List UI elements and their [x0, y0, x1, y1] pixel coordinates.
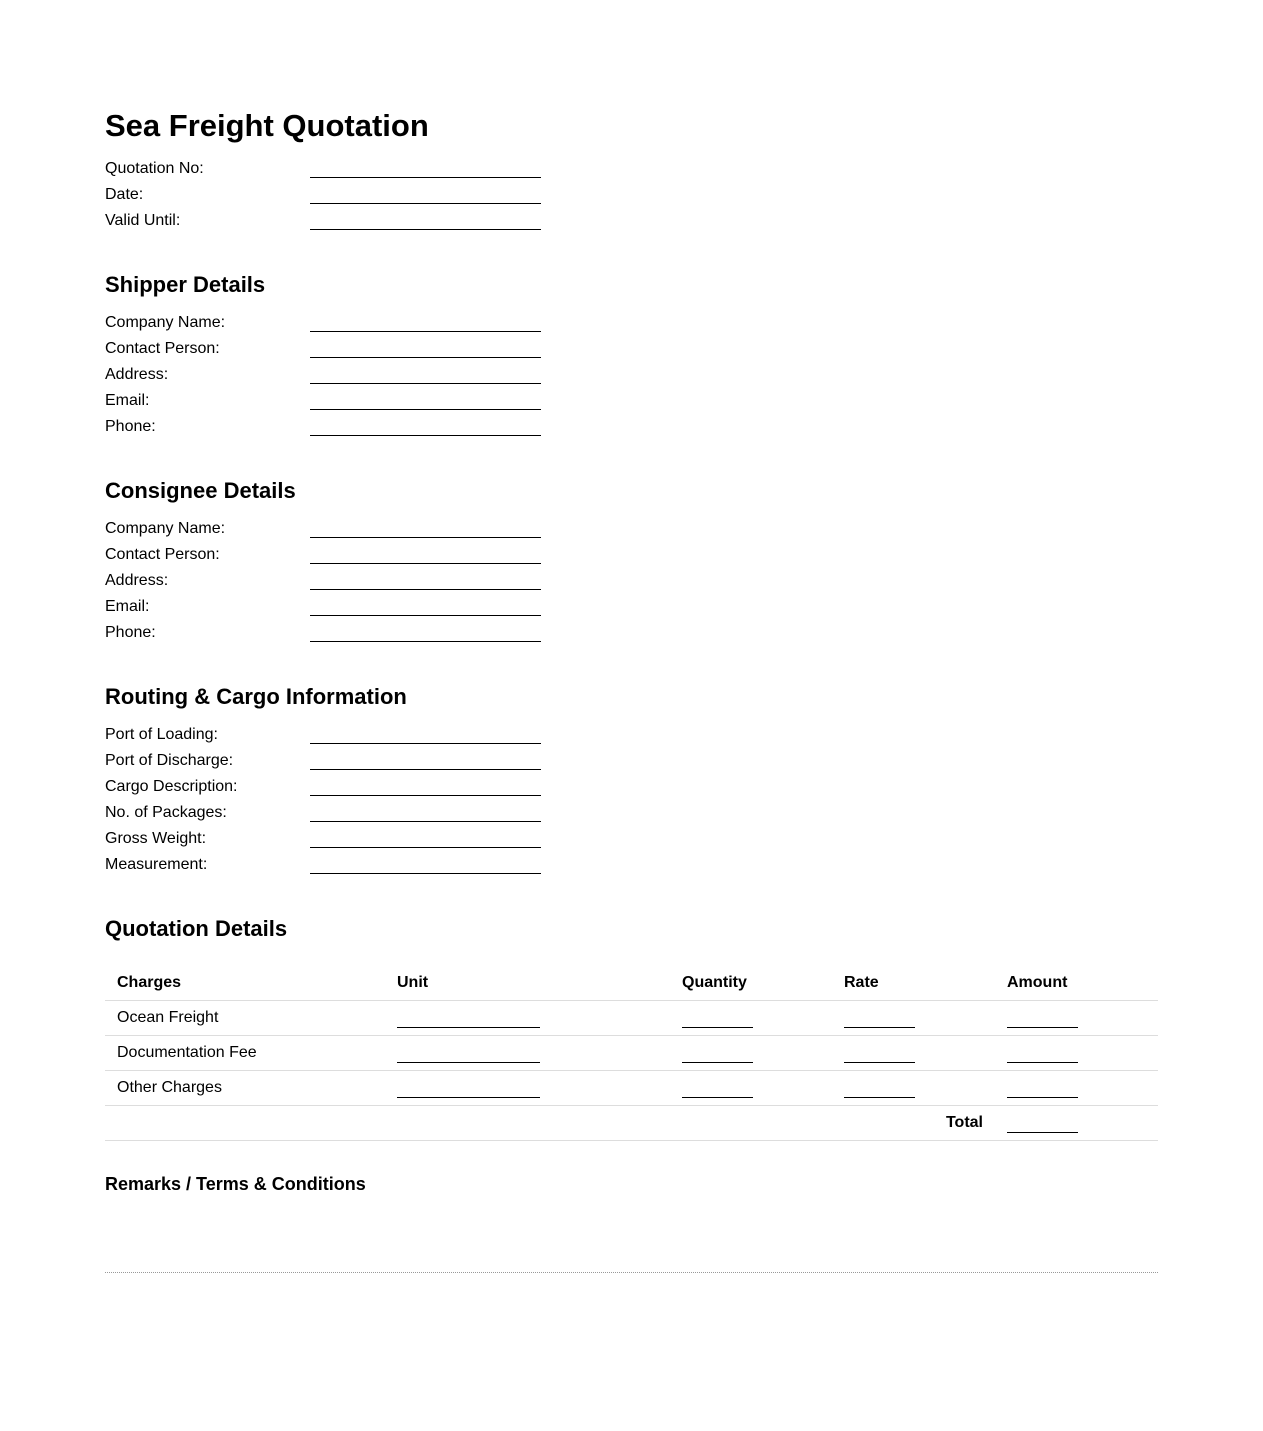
consignee-fields — [105, 516, 1158, 646]
rate-blank[interactable] — [844, 1080, 915, 1098]
blank-line[interactable] — [310, 516, 541, 538]
blank-line[interactable] — [310, 826, 541, 848]
blank-line[interactable] — [310, 800, 541, 822]
field-label: Cargo Description: — [105, 778, 238, 795]
field-row — [105, 620, 1158, 646]
field-label: Phone: — [105, 624, 156, 641]
section-heading-consignee: Consignee Details — [105, 478, 296, 503]
column-header: Amount — [1007, 966, 1158, 1001]
field-row — [105, 800, 1158, 826]
field-label: Port of Loading: — [105, 726, 218, 743]
routing-fields — [105, 722, 1158, 878]
quantity-blank[interactable] — [682, 1010, 753, 1028]
field-label: No. of Packages: — [105, 804, 227, 821]
field-label: Port of Discharge: — [105, 752, 234, 769]
field-row — [105, 516, 1158, 542]
blank-line[interactable] — [310, 568, 541, 590]
unit-blank[interactable] — [397, 1080, 540, 1098]
field-label: Date: — [105, 186, 144, 203]
field-row — [105, 748, 1158, 774]
field-label: Gross Weight: — [105, 830, 207, 847]
field-label: Valid Until: — [105, 212, 181, 229]
header-fields — [105, 156, 1158, 234]
field-label: Email: — [105, 392, 150, 409]
field-label: Measurement: — [105, 856, 208, 873]
blank-line[interactable] — [310, 594, 541, 616]
field-row — [105, 594, 1158, 620]
blank-line[interactable] — [310, 310, 541, 332]
blank-line[interactable] — [310, 774, 541, 796]
charge-name: Documentation Fee — [105, 1036, 397, 1071]
quantity-blank[interactable] — [682, 1080, 753, 1098]
table-header-row — [105, 966, 1158, 1001]
field-label: Contact Person: — [105, 340, 220, 357]
rate-blank[interactable] — [844, 1045, 915, 1063]
quantity-blank[interactable] — [682, 1045, 753, 1063]
field-label: Company Name: — [105, 520, 226, 537]
field-row — [105, 362, 1158, 388]
blank-line[interactable] — [310, 852, 541, 874]
shipper-fields — [105, 310, 1158, 440]
blank-line[interactable] — [310, 748, 541, 770]
field-label: Address: — [105, 366, 169, 383]
section-heading-quotation: Quotation Details — [105, 916, 288, 941]
field-row — [105, 568, 1158, 594]
page-title: Sea Freight Quotation — [105, 108, 429, 143]
field-row — [105, 310, 1158, 336]
total-row — [105, 1106, 1158, 1141]
blank-line[interactable] — [310, 208, 541, 230]
blank-line[interactable] — [310, 414, 541, 436]
table-row — [105, 1036, 1158, 1071]
unit-blank[interactable] — [397, 1010, 540, 1028]
field-valid-until — [105, 208, 1158, 234]
section-heading-routing: Routing & Cargo Information — [105, 684, 407, 709]
field-label: Email: — [105, 598, 150, 615]
field-label: Address: — [105, 572, 169, 589]
field-date — [105, 182, 1158, 208]
blank-line[interactable] — [310, 542, 541, 564]
blank-line[interactable] — [310, 620, 541, 642]
total-label: Total — [105, 1106, 1007, 1141]
column-header: Unit — [397, 966, 682, 1001]
blank-line[interactable] — [310, 336, 541, 358]
field-label: Quotation No: — [105, 160, 204, 177]
field-row — [105, 414, 1158, 440]
field-row — [105, 336, 1158, 362]
field-row — [105, 774, 1158, 800]
rate-blank[interactable] — [844, 1010, 915, 1028]
field-label: Company Name: — [105, 314, 226, 331]
column-header: Charges — [105, 966, 397, 1001]
charge-name: Other Charges — [105, 1071, 397, 1106]
quotation-form — [105, 106, 1158, 1273]
blank-line[interactable] — [310, 388, 541, 410]
total-blank[interactable] — [1007, 1115, 1078, 1133]
field-label: Phone: — [105, 418, 156, 435]
remarks-heading: Remarks / Terms & Conditions — [105, 1174, 366, 1194]
column-header: Quantity — [682, 966, 844, 1001]
field-quotation-no — [105, 156, 1158, 182]
blank-line[interactable] — [310, 722, 541, 744]
field-row — [105, 722, 1158, 748]
blank-line[interactable] — [310, 182, 541, 204]
charges-table — [105, 966, 1158, 1141]
charge-name: Ocean Freight — [105, 1001, 397, 1036]
field-row — [105, 388, 1158, 414]
field-label: Contact Person: — [105, 546, 220, 563]
field-row — [105, 826, 1158, 852]
column-header: Rate — [844, 966, 1007, 1001]
table-row — [105, 1001, 1158, 1036]
remarks-divider — [105, 1272, 1158, 1273]
field-row — [105, 852, 1158, 878]
unit-blank[interactable] — [397, 1045, 540, 1063]
blank-line[interactable] — [310, 156, 541, 178]
blank-line[interactable] — [310, 362, 541, 384]
table-row — [105, 1071, 1158, 1106]
amount-blank[interactable] — [1007, 1080, 1078, 1098]
field-row — [105, 542, 1158, 568]
amount-blank[interactable] — [1007, 1045, 1078, 1063]
amount-blank[interactable] — [1007, 1010, 1078, 1028]
section-heading-shipper: Shipper Details — [105, 272, 266, 297]
